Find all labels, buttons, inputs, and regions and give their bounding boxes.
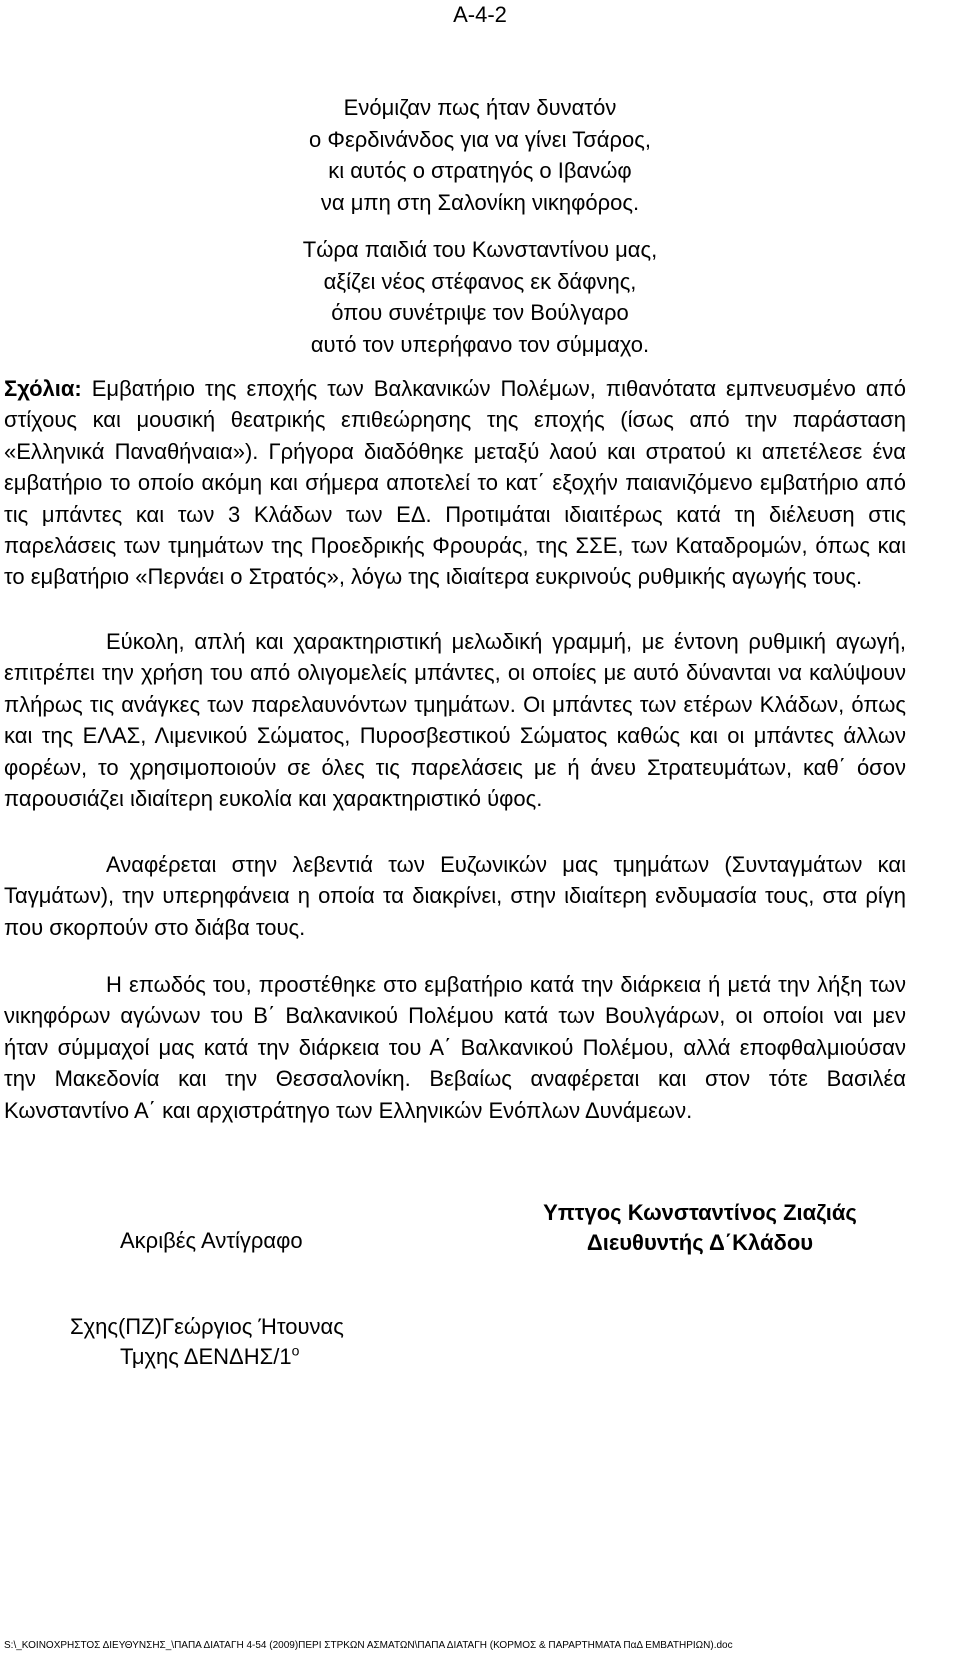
comments-label: Σχόλια: bbox=[4, 376, 82, 401]
poem-stanza-2 bbox=[0, 234, 960, 360]
signatory-title: Διευθυντής Δ΄Κλάδου bbox=[586, 1230, 814, 1255]
comments-paragraph-3: Αναφέρεται στην λεβεντιά των Ευζωνικών μας τμημάτων (Συνταγμάτων και Ταγμάτων), την υπερηφάνεια η οποία τα διακρίνει, στην ιδιαίτερη ενδυμασία τους, στα ρίγη που σκορπούν στο διάβα τους. bbox=[4, 852, 906, 940]
poem-line: ο Φερδινάνδος για να γίνει Τσάρος, bbox=[309, 126, 651, 152]
sender-unit bbox=[70, 1342, 344, 1372]
page-number: Α-4-2 bbox=[453, 2, 507, 27]
comments-paragraph-2: Εύκολη, απλή και χαρακτηριστική μελωδική γραμμή, με έντονη ρυθμική αγωγή, επιτρέπει την χρήση του από ολιγομελείς μπάντες, οι οποίες με αυτό δύνανται να καλύψουν πλήρως τις ανάγκες των παρελαυνόντων τμημάτων. Οι μπάντες των ετέρων Κλάδων, όπως και της ΕΛΑΣ, Λιμενικού Σώματος, Πυροσβεστικού Σώματος καθώς και οι μπάντες άλλων φορέων, το χρησιμοποιούν σε όλες τις παρελάσεις με ή άνευ Στρατευμάτων, καθ΄ όσον παρουσιάζει ιδιαίτερη ευκολία και χαρακτηριστικό ύφος. bbox=[4, 629, 906, 812]
comments-paragraph-1-text: Εμβατήριο της εποχής των Βαλκανικών Πολέμων, πιθανότατα εμπνευσμένο από στίχους και μουσική θεατρικής επιθεώρησης της εποχής (ίσως από την παράσταση «Ελληνικά Παναθήναια»). Γρήγορα διαδόθηκε μεταξύ λαού και στρατού κι απετέλεσε ένα εμβατήριο το οποίο ακόμη και σήμερα αποτελεί το κατ΄ εξοχήν παιανιζόμενο εμβατήριο από τις μπάντες και των 3 Κλάδων των ΕΔ. Προτιμάται ιδιαιτέρως κατά τη διέλευση στις παρελάσεις των τμημάτων της Προεδρικής Φρουράς, της ΣΣΕ, των Καταδρομών, όπως και το εμβατήριο «Περνάει ο Στρατός», λόγω της ιδιαίτερα ευκρινούς ρυθμικής αγωγής τους. bbox=[4, 376, 906, 590]
poem-line: να μπη στη Σαλονίκη νικηφόρος. bbox=[320, 189, 640, 215]
poem-line: αξίζει νέος στέφανος εκ δάφνης, bbox=[323, 268, 637, 294]
footer-file-path: S:\_ΚΟΙΝΟΧΡΗΣΤΟΣ ΔΙΕΥΘΥΝΣΗΣ_\ΠΑΠΑ ΔΙΑΤΑΓΗ 4-54 (2009)ΠΕΡΙ ΣΤΡΚΩΝ ΑΣΜΑΤΩΝ\ΠΑΠΑ ΔΙΑΤΑΓΗ (ΚΟΡΜΟΣ & ΠΑΡΑΡΤΗΜΑΤΑ ΠαΔ ΕΜΒΑΤΗΡΙΩΝ).doc bbox=[4, 1640, 733, 1651]
poem-stanza-1 bbox=[0, 92, 960, 218]
sender-block bbox=[70, 1312, 344, 1372]
sender-unit-text: Τμχης ΔΕΝΔΗΣ/1 bbox=[120, 1344, 292, 1369]
comments-paragraph-1 bbox=[4, 373, 906, 593]
sender-unit-superscript: ο bbox=[291, 1342, 300, 1359]
poem-line: κι αυτός ο στρατηγός ο Ιβανώφ bbox=[328, 158, 632, 183]
poem-line: αυτό τον υπερήφανο τον σύμμαχο. bbox=[310, 331, 650, 357]
certification-label: Ακριβές Αντίγραφο bbox=[120, 1228, 303, 1253]
signatory-name: Υπτγος Κωνσταντίνος Ζιαζιάς bbox=[543, 1200, 857, 1225]
poem-line: Ενόμιζαν πως ήταν δυνατόν bbox=[343, 95, 617, 120]
poem-line: Τώρα παιδιά του Κωνσταντίνου μας, bbox=[302, 237, 658, 262]
sender-name: Σχης(ΠΖ)Γεώργιος Ήτουνας bbox=[70, 1314, 344, 1339]
comments-paragraph-4: Η επωδός του, προστέθηκε στο εμβατήριο κατά την διάρκεια ή μετά την λήξη των νικηφόρων αγώνων του Β΄ Βαλκανικού Πολέμου κατά των Βουλγάρων, οι οποίοι ναι μεν ήταν σύμμαχοί μας κατά την διάρκεια του Α΄ Βαλκανικού Πολέμου, αλλά εποφθαλμιούσαν την Μακεδονία και την Θεσσαλονίκη. Βεβαίως αναφέρεται και στον τότε Βασιλέα Κωνσταντίνο Α΄ και αρχιστράτηγο των Ελληνικών Ενόπλων Δυνάμεων. bbox=[4, 972, 906, 1123]
signature-block bbox=[490, 1198, 910, 1258]
poem-line: όπου συνέτριψε τον Βούλγαρο bbox=[331, 300, 629, 325]
